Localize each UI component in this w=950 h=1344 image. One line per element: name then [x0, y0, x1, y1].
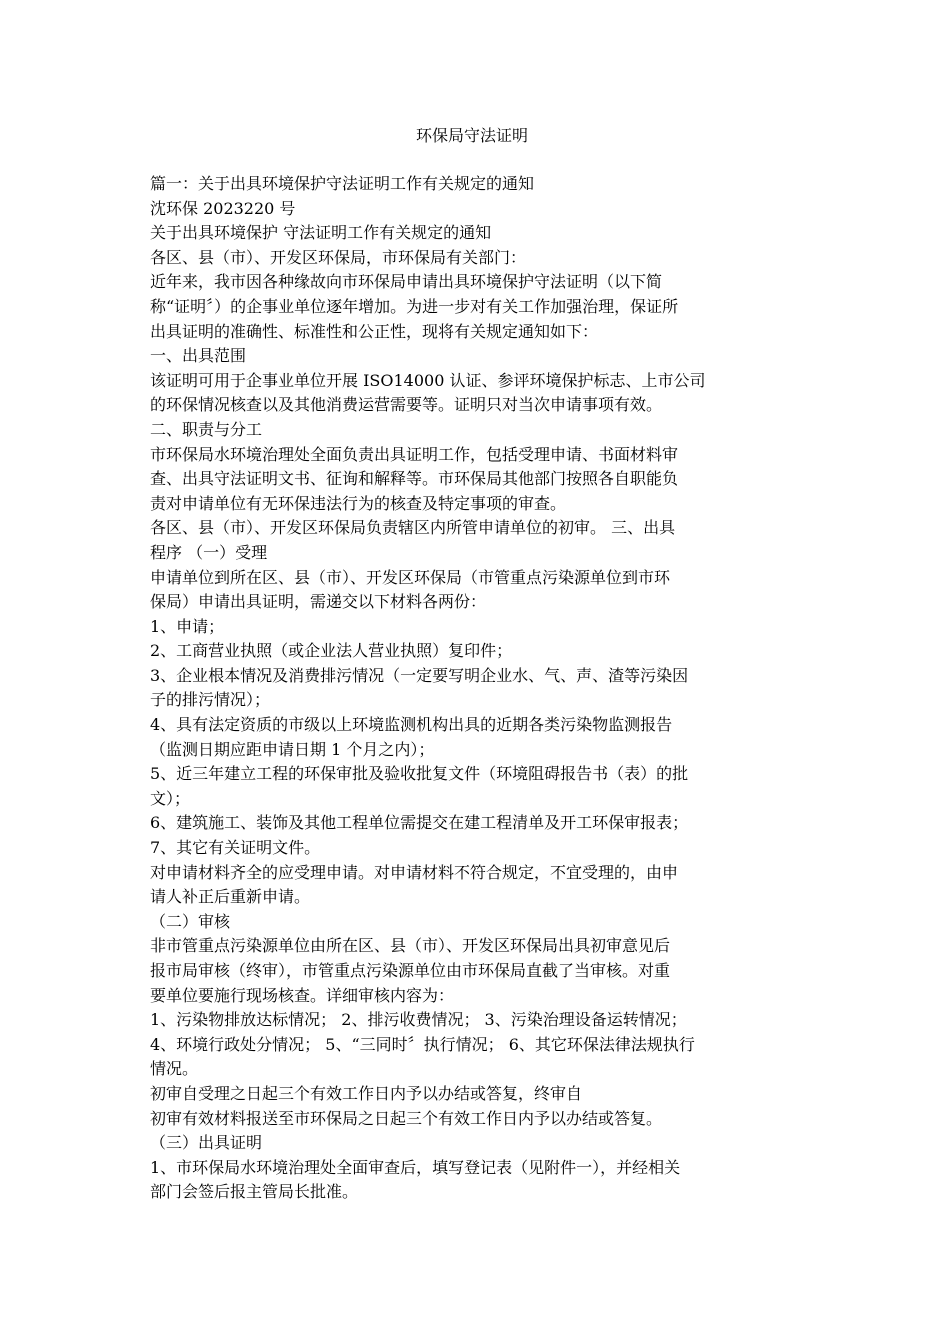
text-line: 近年来，我市因各种缘故向市环保局申请出具环境保护守法证明（以下简: [150, 272, 663, 292]
document-body: [150, 172, 794, 1205]
text-line: 各区、县（市）、开发区环保局负责辖区内所管申请单位的初审。 三、出具: [150, 518, 676, 538]
text-line: 篇一：关于出具环境保护守法证明工作有关规定的通知: [150, 174, 535, 193]
section-heading: （二）审核: [150, 911, 231, 931]
text-line: 非市管重点污染源单位由所在区、县（市）、开发区环保局出具初审意见后: [150, 936, 671, 956]
list-item: 1、市环保局水环境治理处全面审查后，填写登记表（见附件一），并经相关: [150, 1157, 681, 1177]
text-line: 情况。: [150, 1059, 199, 1079]
text-line: 初审自受理之日起三个有效工作日内予以办结或答复，终审自: [150, 1083, 583, 1103]
text-line: 的环保情况核查以及其他消费运营需要等。证明只对当次申请事项有效。: [150, 395, 663, 415]
list-item: 1、污染物排放达标情况； 2、排污收费情况； 3、污染治理设备运转情况；: [150, 1010, 687, 1030]
text-line: 市环保局水环境治理处全面负责出具证明工作，包括受理申请、书面材料审: [150, 444, 679, 464]
text-line: 子的排污情况）；: [150, 690, 271, 710]
list-item: 1、申请；: [150, 616, 225, 636]
list-item: 7、其它有关证明文件。: [150, 838, 321, 858]
text-line: 责对申请单位有无环保违法行为的核查及特定事项的审查。: [150, 493, 567, 513]
list-item: 2、工商营业执照（或企业法人营业执照）复印件；: [150, 641, 513, 661]
text-line: 各区、县（市）、开发区环保局，市环保局有关部门：: [150, 247, 527, 267]
text-line: 部门会签后报主管局长批准。: [150, 1182, 359, 1202]
section-heading: 二、职责与分工: [150, 419, 263, 439]
text-line: 初审有效材料报送至市环保局之日起三个有效工作日内予以办结或答复。: [150, 1108, 663, 1128]
text-line: 该证明可用于企事业单位开展 ISO14000 认证、参评环境保护标志、上市公司: [150, 370, 706, 390]
text-line: 请人补正后重新申请。: [150, 887, 311, 907]
section-heading: 一、出具范围: [150, 346, 247, 366]
text-line: 程序 （一）受理: [150, 542, 268, 562]
list-item: 4、具有法定资质的市级以上环境监测机构出具的近期各类污染物监测报告: [150, 715, 673, 735]
text-line: 关于出具环境保护 守法证明工作有关规定的通知: [150, 223, 492, 243]
text-line: 报市局审核（终审），市管重点污染源单位由市环保局直截了当审核。对重: [150, 961, 671, 980]
text-line: 称“证明〞）的企事业单位逐年增加。为进一步对有关工作加强治理，保证所: [150, 296, 679, 316]
document-title: 环保局守法证明: [415, 126, 528, 145]
text-line: 沈环保 2023220 号: [150, 198, 296, 218]
list-item: 4、环境行政处分情况； 5、“三同时〞执行情况； 6、其它环保法律法规执行: [150, 1034, 695, 1054]
text-line: 对申请材料齐全的应受理申请。对申请材料不符合规定，不宜受理的，由申: [150, 862, 679, 882]
list-item: 5、近三年建立工程的环保审批及验收批复文件（环境阻碍报告书（表）的批: [150, 764, 689, 784]
text-line: 文）；: [150, 788, 191, 808]
list-item: 6、建筑施工、装饰及其他工程单位需提交在建工程清单及开工环保审报表；: [150, 813, 689, 833]
text-line: 查、出具守法证明文书、征询和解释等。市环保局其他部门按照各自职能负: [150, 469, 679, 489]
text-line: 出具证明的准确性、标准性和公正性，现将有关规定通知如下：: [150, 321, 599, 341]
section-heading: （三）出具证明: [150, 1133, 263, 1153]
text-line: 要单位要施行现场核查。详细审核内容为：: [150, 985, 455, 1005]
document-page: [150, 124, 794, 1205]
text-line: （监测日期应距申请日期 1 个月之内）；: [150, 739, 435, 759]
list-item: 3、企业根本情况及消费排污情况（一定要写明企业水、气、声、渣等污染因: [150, 665, 689, 685]
text-line: 申请单位到所在区、县（市）、开发区环保局（市管重点污染源单位到市环: [150, 567, 671, 587]
text-line: 保局）申请出具证明，需递交以下材料各两份：: [150, 592, 487, 612]
